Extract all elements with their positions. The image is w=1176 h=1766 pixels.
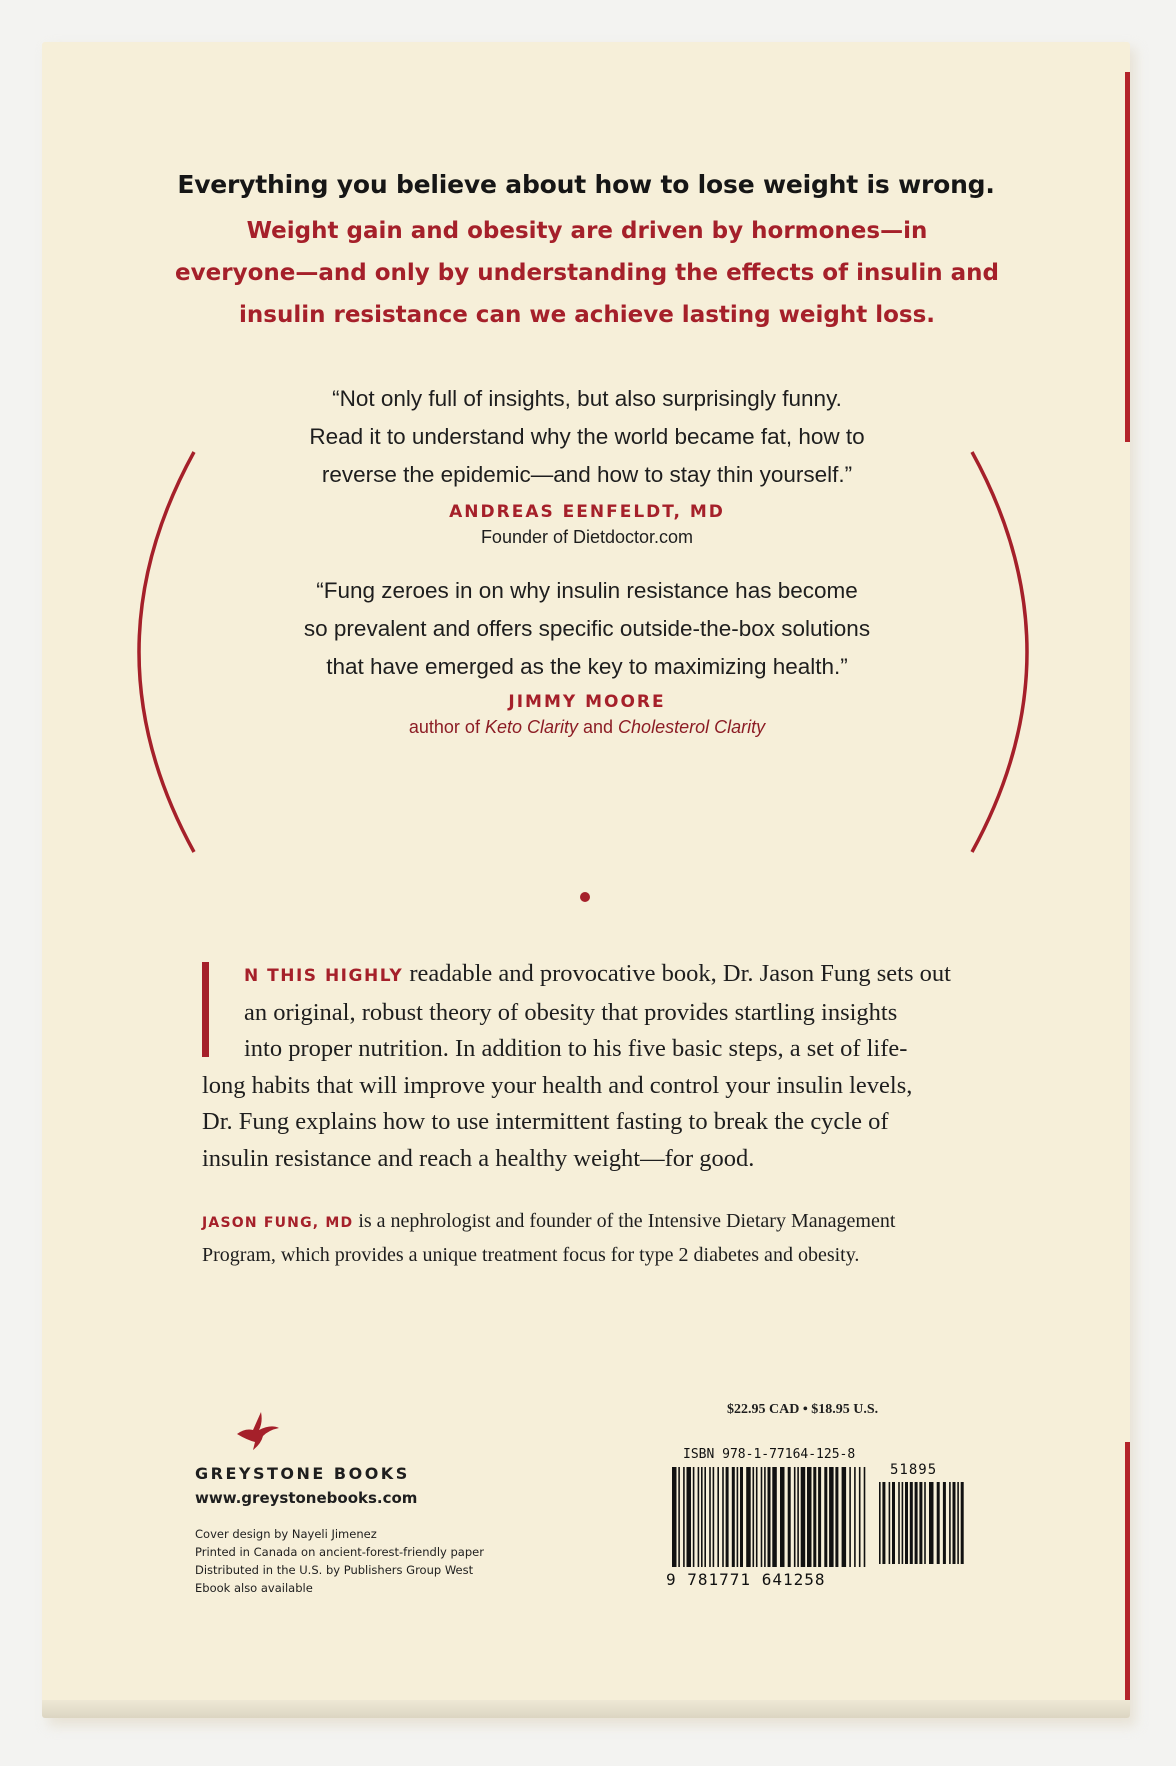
isbn: ISBN 978-1-77164-125-8: [683, 1447, 856, 1462]
barcode-bar: [842, 1467, 847, 1567]
barcode-bar: [892, 1482, 895, 1564]
barcode-bar: [683, 1467, 685, 1567]
barcode-bar: [780, 1467, 785, 1567]
barcode-bar: [818, 1467, 821, 1567]
divider-dot: [580, 892, 590, 902]
right-bracket-arc: [962, 447, 1052, 857]
description-line: an original, robust theory of obesity that provides startling insights: [244, 998, 898, 1026]
barcode-bar: [788, 1467, 791, 1567]
barcode-bar: [794, 1467, 796, 1567]
barcode-bar: [698, 1467, 700, 1567]
barcode-bar: [937, 1482, 940, 1564]
headline: Everything you believe about how to lose weight is wrong.: [177, 170, 995, 199]
description-line: Dr. Fung explains how to use intermittent fasting to break the cycle of: [202, 1108, 889, 1135]
barcode-bar: [889, 1482, 891, 1564]
subhead: [162, 210, 1012, 336]
description: [202, 956, 1022, 1177]
barcode-bar: [824, 1467, 827, 1567]
spine-edge-top: [1125, 72, 1130, 442]
barcode-bar: [701, 1467, 703, 1567]
quote-eenfeldt: [207, 380, 967, 494]
bird-logo-icon: [231, 1404, 283, 1456]
barcode-bar: [704, 1467, 706, 1567]
barcode-bar: [764, 1467, 766, 1567]
barcode-bar: [801, 1467, 806, 1567]
quote-moore: [207, 572, 967, 686]
book-title: Keto Clarity: [484, 717, 578, 737]
bio-text: is a nephrologist and founder of the Intensive Dietary Management: [353, 1210, 896, 1232]
description-line: [202, 956, 1022, 995]
subhead-line: insulin resistance can we achieve lasting weight loss.: [239, 302, 935, 328]
description-text: readable and provocative book, Dr. Jason Fung sets out: [403, 960, 951, 987]
quote-line: “Fung zeroes in on why insulin resistance has become: [316, 578, 858, 603]
barcode-bar: [732, 1467, 735, 1567]
quote-line: “Not only full of insights, but also surprisingly funny.: [332, 386, 842, 411]
barcode-bar: [807, 1467, 812, 1567]
credit-line: Ebook also available: [195, 1581, 313, 1595]
role-and: and: [578, 717, 619, 737]
description-line: insulin resistance and reach a healthy weight—for good.: [202, 1144, 755, 1172]
attribution-name: JIMMY MOORE: [508, 692, 666, 712]
barcode-bar: [753, 1467, 755, 1567]
barcode-bar: [879, 1482, 881, 1564]
barcode-bar: [756, 1467, 758, 1567]
barcode-bar: [910, 1482, 913, 1564]
barcode-bar: [829, 1467, 834, 1567]
subhead-line: Weight gain and obesity are driven by hormones—in: [246, 218, 928, 244]
barcode-bar: [919, 1482, 922, 1564]
barcode-bar: [709, 1467, 711, 1567]
quote-line: that have emerged as the key to maximizing health.”: [326, 654, 848, 679]
barcode-bar: [761, 1467, 763, 1567]
barcode-bar: [961, 1482, 964, 1564]
subhead-line: everyone—and only by understanding the effects of insulin and: [175, 260, 999, 286]
price: $22.95 CAD • $18.95 U.S.: [727, 1402, 879, 1417]
page-edge: [42, 1700, 1130, 1718]
barcode-addon: [877, 1482, 969, 1564]
attribution-role: [207, 717, 967, 738]
barcode-bar: [726, 1467, 729, 1567]
attribution-name: ANDREAS EENFELDT, MD: [449, 502, 725, 522]
credit-line: Cover design by Nayeli Jimenez: [195, 1527, 377, 1541]
barcode-bar: [943, 1482, 946, 1564]
barcode-bar: [772, 1467, 777, 1567]
barcode-addon-digits: 51895: [890, 1462, 938, 1478]
barcode-bar: [672, 1467, 677, 1567]
quote-line: Read it to understand why the world became fat, how to: [309, 424, 865, 449]
barcode-bar: [929, 1482, 934, 1564]
barcode-bar: [687, 1467, 692, 1567]
description-line: long habits that will improve your health and control your insulin levels,: [202, 1071, 913, 1099]
barcode-bar: [905, 1482, 908, 1564]
credit-line: Printed in Canada on ancient-forest-friendly paper: [195, 1545, 484, 1559]
barcode-bar: [746, 1467, 751, 1567]
barcode-bar: [678, 1467, 680, 1567]
barcode-ean: [670, 1467, 870, 1567]
barcode-bar: [882, 1482, 885, 1564]
barcode-bar: [737, 1467, 739, 1567]
author-bio: [202, 1205, 1022, 1271]
quote-line: so prevalent and offers specific outside-the-box solutions: [303, 616, 871, 641]
barcode-bar: [957, 1482, 959, 1564]
author-name: JASON FUNG, MD: [202, 1215, 354, 1231]
barcode-bar: [740, 1467, 743, 1567]
barcode-bar: [949, 1482, 951, 1564]
barcode-bar: [953, 1482, 956, 1564]
barcode-bar: [915, 1482, 918, 1564]
barcode-bar: [835, 1467, 838, 1567]
barcode-bar: [902, 1482, 904, 1564]
barcode-bar: [849, 1467, 851, 1567]
publisher-name: GREYSTONE BOOKS: [195, 1464, 410, 1483]
bio-line: Program, which provides a unique treatment focus for type 2 diabetes and obesity.: [202, 1244, 860, 1266]
barcode-bar: [717, 1467, 719, 1567]
credit-line: Distributed in the U.S. by Publishers Group West: [195, 1563, 474, 1577]
bio-line: [202, 1205, 1022, 1239]
book-back-cover: [42, 42, 1130, 1718]
spine-edge-bottom: [1125, 1442, 1130, 1712]
description-line: into proper nutrition. In addition to his five basic steps, a set of life-: [244, 1035, 908, 1062]
book-title: Cholesterol Clarity: [618, 717, 766, 737]
barcode-bar: [854, 1467, 856, 1567]
barcode-bar: [693, 1467, 695, 1567]
left-bracket-arc: [114, 447, 204, 857]
barcode-bar: [722, 1467, 724, 1567]
quote-line: reverse the epidemic—and how to stay thin yourself.”: [321, 462, 853, 487]
attribution-role: Founder of Dietdoctor.com: [480, 527, 694, 547]
credits: [195, 1525, 484, 1597]
lead-in: N THIS HIGHLY: [244, 966, 404, 986]
barcode-bar: [864, 1467, 866, 1567]
role-prefix: author of: [408, 717, 485, 737]
barcode-bar: [924, 1482, 926, 1564]
barcode-bar: [768, 1467, 771, 1567]
barcode-bar: [898, 1482, 900, 1564]
barcode-bar: [797, 1467, 799, 1567]
barcode-bar: [813, 1467, 816, 1567]
publisher-url: www.greystonebooks.com: [195, 1489, 418, 1507]
barcode-bar: [713, 1467, 715, 1567]
barcode-bar: [859, 1467, 861, 1567]
barcode-digits: 9 781771 641258: [666, 1570, 826, 1589]
